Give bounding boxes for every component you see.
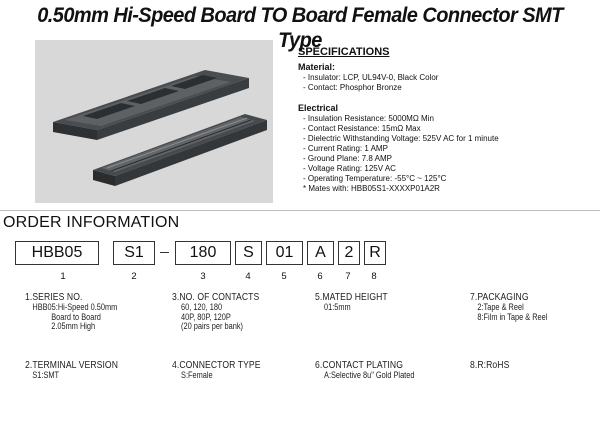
- order-information-heading: ORDER INFORMATION: [3, 214, 180, 231]
- option-line: 60, 120, 180: [181, 302, 223, 312]
- part-code-box-packaging: 2: [338, 241, 360, 265]
- electrical-heading: Electrical: [298, 103, 339, 113]
- option-title: 6.CONTACT PLATING: [315, 359, 403, 371]
- mates-with-note: * Mates with: HBB05S1-XXXXP01A2R: [303, 184, 440, 193]
- option-line: A:Selective 8u" Gold Plated: [324, 370, 415, 380]
- specifications-heading: SPECIFICATIONS: [298, 46, 390, 58]
- option-line: HBB05:Hi-Speed 0.50mm: [32, 302, 118, 312]
- part-code-dash: [160, 252, 169, 253]
- connector-photo: [35, 40, 273, 203]
- material-heading: Material:: [298, 62, 336, 72]
- option-packaging: [470, 292, 547, 322]
- position-number: 5: [281, 271, 287, 282]
- part-code-box-contacts: 180: [175, 241, 231, 265]
- option-line: (20 pairs per bank): [181, 321, 243, 331]
- option-series-no: [25, 292, 117, 332]
- position-number: 4: [245, 271, 251, 282]
- electrical-item: - Current Rating: 1 AMP: [303, 144, 388, 153]
- position-number: 3: [200, 271, 206, 282]
- option-title: 8.R:RoHS: [470, 359, 510, 371]
- option-title: 1.SERIES NO.: [25, 291, 83, 303]
- option-contact-plating: [315, 360, 414, 381]
- option-line: Board to Board: [51, 311, 101, 322]
- position-number: 1: [60, 271, 66, 282]
- material-item: - Insulator: LCP, UL94V-0, Black Color: [303, 73, 439, 82]
- option-mated-height: [315, 292, 388, 313]
- electrical-item: - Dielectric Withstanding Voltage: 525V AC for 1 minute: [303, 134, 499, 143]
- page-title: 0.50mm Hi-Speed Board TO Board Female Connector SMT Type: [37, 3, 563, 52]
- section-divider: [0, 210, 600, 211]
- position-number: 6: [317, 271, 323, 282]
- position-number: 8: [371, 271, 377, 282]
- part-code-box-series: HBB05: [15, 241, 99, 265]
- electrical-item: - Ground Plane: 7.8 AMP: [303, 154, 392, 163]
- option-line: 2.05mm High: [51, 321, 96, 331]
- option-line: 8:Film in Tape & Reel: [477, 311, 548, 322]
- option-line: 40P, 80P, 120P: [181, 311, 231, 322]
- part-code-box-rohs: R: [364, 241, 386, 265]
- position-number: 7: [345, 271, 351, 282]
- option-rohs: [470, 360, 509, 371]
- option-line: S:Female: [181, 370, 213, 380]
- option-line: 2:Tape & Reel: [477, 302, 524, 312]
- part-code-box-connector-type: S: [235, 241, 262, 265]
- position-number: 2: [131, 271, 137, 282]
- option-title: 3.NO. OF CONTACTS: [172, 291, 260, 303]
- electrical-item: - Operating Temperature: -55°C ~ 125°C: [303, 174, 447, 183]
- option-no-of-contacts: [172, 292, 259, 332]
- option-connector-type: [172, 360, 261, 381]
- option-title: 7.PACKAGING: [470, 291, 529, 303]
- electrical-item: - Voltage Rating: 125V AC: [303, 164, 396, 173]
- option-title: 5.MATED HEIGHT: [315, 291, 388, 303]
- part-code-box-terminal: S1: [113, 241, 155, 265]
- option-terminal-version: [25, 360, 118, 381]
- material-item: - Contact: Phosphor Bronze: [303, 83, 402, 92]
- connector-illustration: [35, 40, 273, 203]
- electrical-item: - Contact Resistance: 15mΩ Max: [303, 124, 421, 133]
- option-line: S1:SMT: [32, 370, 60, 380]
- option-title: 4.CONNECTOR TYPE: [172, 359, 261, 371]
- option-title: 2.TERMINAL VERSION: [25, 359, 119, 371]
- option-line: 01:5mm: [324, 302, 351, 312]
- part-code-box-plating: A: [307, 241, 334, 265]
- specifications: [298, 46, 598, 194]
- part-code-box-mated-height: 01: [266, 241, 303, 265]
- electrical-item: - Insulation Resistance: 5000MΩ Min: [303, 114, 434, 123]
